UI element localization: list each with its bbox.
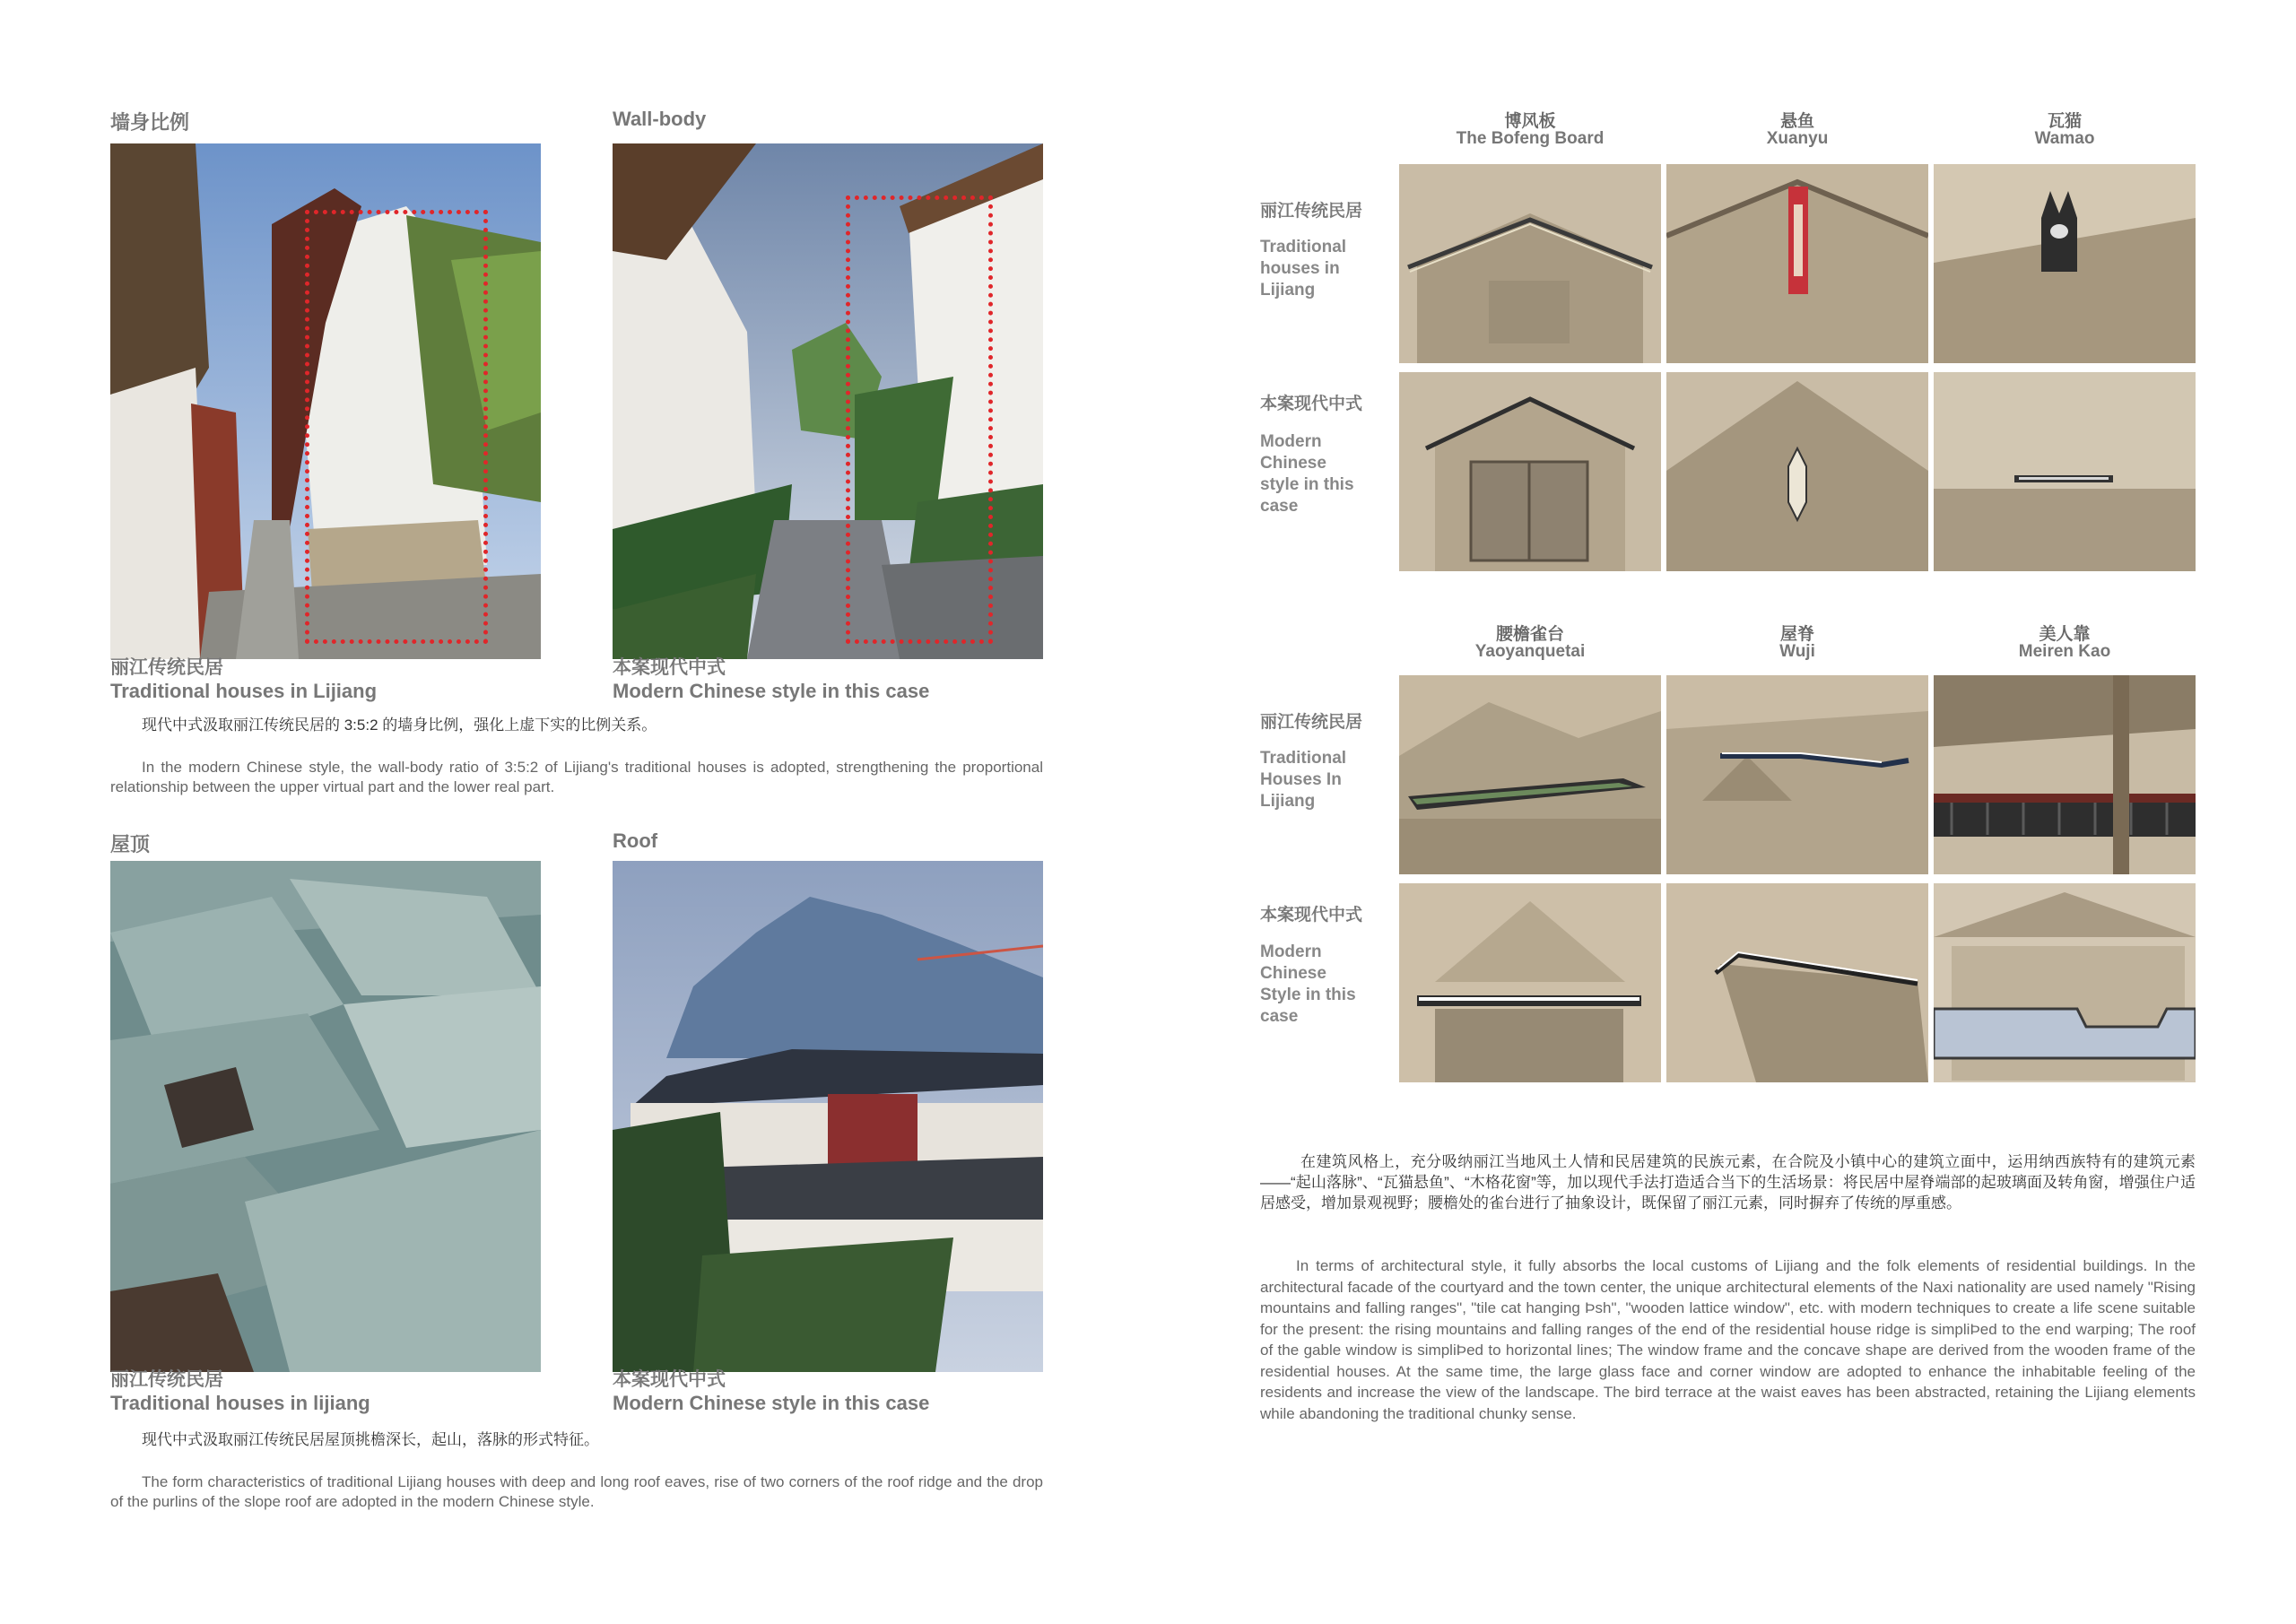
grid1-row2-cn: 本案现代中式 [1260, 395, 1363, 413]
ratio-highlight-box [305, 210, 488, 644]
meirenkao-traditional-image [1934, 675, 2196, 874]
wall-text-en: In the modern Chinese style, the wall-body ratio of 3:5:2 of Lijiang's traditional houses is adopted, strengthening the proportional relationship between the upper virtual part and the lower real part. [110, 759, 1043, 795]
xuanyu-traditional-image [1666, 164, 1928, 363]
grid2-col3-en: Meiren Kao [2018, 642, 2111, 661]
grid1-col1-en: The Bofeng Board [1456, 129, 1605, 148]
wuji-modern-image [1666, 883, 1928, 1082]
ratio-highlight-box-modern [846, 195, 993, 644]
grid1-row2-en: Modern Chinese style in this case [1260, 432, 1354, 516]
grid1-col1-cn: 博风板 [1504, 112, 1556, 131]
roof-text-cn: 现代中式汲取丽江传统民居屋顶挑檐深长，起山，落脉的形式特征。 [142, 1431, 599, 1448]
grid2-col3-cn: 美人靠 [2039, 625, 2091, 644]
roof-photo-traditional [110, 861, 541, 1372]
roof-photo-modern [613, 861, 1043, 1372]
grid2-row2-en: Modern Chinese Style in this case [1260, 942, 1356, 1026]
roof-photo2-caption-cn: 本案现代中式 [613, 1369, 726, 1390]
grid1-col3-cn: 瓦猫 [2047, 112, 2082, 131]
grid2-col1-cn: 腰檐雀台 [1495, 625, 1564, 644]
grid2-col2-cn: 屋脊 [1779, 625, 1814, 644]
grid2-row1-cn: 丽江传统民居 [1260, 713, 1363, 732]
yaoyanquetai-modern-image [1399, 883, 1661, 1082]
roof-heading-en: Roof [613, 829, 658, 852]
wall-photo2-caption-cn: 本案现代中式 [613, 657, 726, 678]
wall-photo-modern [613, 143, 1043, 659]
xuanyu-modern-image [1666, 372, 1928, 571]
wall-photo2-caption-en: Modern Chinese style in this case [613, 680, 930, 702]
wall-photo-traditional [110, 143, 541, 659]
grid2-col2-en: Wuji [1779, 642, 1815, 661]
grid1-col3-en: Wamao [2034, 129, 2095, 148]
meirenkao-modern-image [1934, 883, 2196, 1082]
wall-photo1-caption-en: Traditional houses in Lijiang [110, 680, 378, 702]
roof-text-en: The form characteristics of traditional Lijiang houses with deep and long roof eaves, rise of two corners of the roof ridge and the drop of the purlins of the slope roof are adopted in the modern Chinese style. [110, 1473, 1043, 1510]
roof-photo1-caption-en: Traditional houses in lijiang [110, 1392, 370, 1414]
grid1-col2-cn: 悬鱼 [1779, 112, 1814, 131]
roof-heading-cn: 屋顶 [110, 833, 151, 855]
wuji-traditional-image [1666, 675, 1928, 874]
roof-photo2-caption-en: Modern Chinese style in this case [613, 1392, 930, 1414]
grid1-row1-en: Traditional houses in Lijiang [1260, 238, 1347, 300]
grid1-row1-cn: 丽江传统民居 [1260, 202, 1363, 221]
bofeng-traditional-image [1399, 164, 1661, 363]
grid2-row2-cn: 本案现代中式 [1260, 906, 1363, 925]
wamao-traditional-image [1934, 164, 2196, 363]
grid2-col1-en: Yaoyanquetai [1474, 642, 1586, 661]
roof-photo1-caption-cn: 丽江传统民居 [110, 1369, 223, 1390]
wall-heading-cn: 墙身比例 [110, 111, 190, 134]
bofeng-modern-image [1399, 372, 1661, 571]
right-text-cn: 在建筑风格上，充分吸纳丽江当地风土人情和民居建筑的民族元素，在合院及小镇中心的建筑立面中，运用纳西族特有的建筑元素——“起山落脉”、“瓦猫悬鱼”、“木格花窗”等，加以现代手法打造适合当下的生活场景：将民居中屋脊端部的起玻璃面及转角窗，增强住户适居感受，增加景观视野；腰檐处的雀台进行了抽象设计，既保留了丽江元素，同时摒弃了传统的厚重感。 [1260, 1153, 2196, 1211]
wall-photo1-caption-cn: 丽江传统民居 [110, 657, 223, 678]
wamao-modern-image [1934, 372, 2196, 571]
grid2-row1-en: Traditional Houses In Lijiang [1260, 749, 1347, 811]
yaoyanquetai-traditional-image [1399, 675, 1661, 874]
wall-heading-en: Wall-body [613, 108, 707, 130]
wall-text-cn: 现代中式汲取丽江传统民居的 3:5:2 的墙身比例，强化上虚下实的比例关系。 [142, 716, 657, 734]
grid1-col2-en: Xuanyu [1766, 129, 1829, 148]
right-text-en: In terms of architectural style, it fully absorbs the local customs of Lijiang and the folk elements of residential buildings. In the architectural facade of the courtyard and the town center, the unique architectural elements of the Naxi nationality are used namely "Rising mountains and falling ranges", "tile cat hanging Þsh", "wooden lattice window", etc. with modern techniques to create a life scene suitable for the present: the rising mountains and falling ranges of the end of the residential house ridge is simpliÞed to the end warping; The roof of the gable window is simpliÞed to horizontal lines; The window frame and the concave shape are derived from the wooden frame of the residential houses. At the same time, the large glass face and corner window are adopted to enhance the inhabitable feeling of the residents and increase the view of the landscape. The bird terrace at the waist eaves has been abstracted, retaining the Lijiang elements while abandoning the traditional chunky sense. [1260, 1257, 2196, 1422]
